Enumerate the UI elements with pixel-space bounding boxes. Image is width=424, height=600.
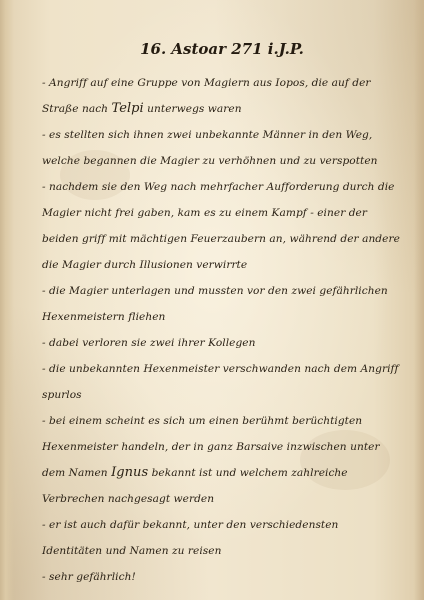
entry-line <box>42 174 402 278</box>
line-text: - die Magier unterlagen und mussten vor den zwei gefährlichen Hexenmeistern fliehen <box>42 285 388 323</box>
entry-line <box>42 122 402 174</box>
line-text: - die unbekannten Hexenmeister verschwanden nach dem Angriff spurlos <box>42 363 399 401</box>
entry-line <box>42 512 402 564</box>
entry-lines <box>42 70 402 590</box>
line-text: - bei einem scheint es sich um einen berühmt berüchtigten Hexenmeister handeln, der in ganz Barsaive inzwischen unter dem Namen <box>42 415 380 479</box>
entry-line <box>42 278 402 330</box>
entry-line <box>42 408 402 512</box>
line-text: - sehr gefährlich! <box>42 571 136 583</box>
place-name: Telpi <box>111 101 144 116</box>
line-text: bekannt ist und welchem zahlreiche Verbrechen nachgesagt werden <box>42 467 348 505</box>
entry-title: 16. Astoar 271 i.J.P. <box>140 40 304 58</box>
line-text: - dabei verloren sie zwei ihrer Kollegen <box>42 337 256 349</box>
line-text: - es stellten sich ihnen zwei unbekannte Männer in den Weg, welche begannen die Magier zu verhöhnen und zu verspotten <box>42 129 378 167</box>
entry-line <box>42 356 402 408</box>
page-edge-right <box>414 0 424 600</box>
entry-line <box>42 330 402 356</box>
person-name: Ignus <box>111 465 149 480</box>
entry-line <box>42 70 402 122</box>
entry-line <box>42 564 402 590</box>
line-text: unterwegs waren <box>143 103 242 115</box>
line-text: - nachdem sie den Weg nach mehrfacher Aufforderung durch die Magier nicht frei gaben, kam es zu einem Kampf - einer der beiden griff mit mächtigen Feuerzaubern an, während der andere die Magier durch Illusionen verwirrte <box>42 181 400 271</box>
line-text: - Angriff auf eine Gruppe von Magiern aus Iopos, die auf der Straße nach <box>42 77 371 115</box>
journal-entry <box>42 40 402 590</box>
page-edge-left <box>0 0 14 600</box>
line-text: - er ist auch dafür bekannt, unter den verschiedensten Identitäten und Namen zu reisen <box>42 519 339 557</box>
